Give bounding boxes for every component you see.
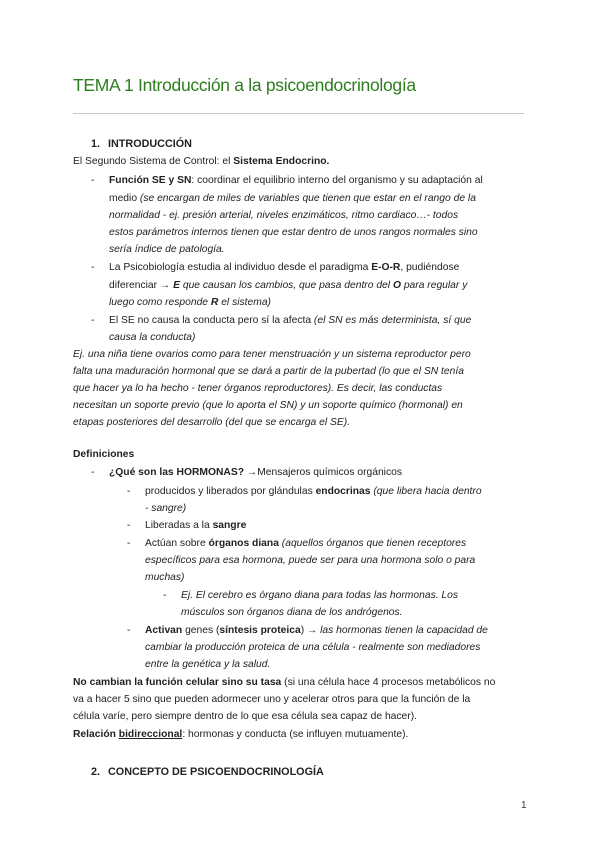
section-title: INTRODUCCIÓN — [108, 138, 192, 150]
bullet-eor-line-1 — [109, 259, 459, 276]
title-divider — [73, 113, 524, 114]
bullet-bold: R — [210, 297, 219, 308]
def-activan-line-1 — [145, 622, 488, 639]
intro-bold: Sistema Endocrino. — [233, 156, 330, 167]
def-italic: (aquellos órganos que tienen receptores — [278, 538, 467, 549]
bullet-dash: - — [91, 315, 95, 326]
bullet-funcion-line-4 — [109, 224, 478, 241]
bullet-italic: luego como responde — [109, 297, 211, 308]
relation-text: : hormonas y conducta (se influyen mutuamente). — [182, 729, 409, 740]
bullet-text: La Psicobiología estudia al individuo desde el paradigma — [109, 262, 372, 273]
def-liberadas — [145, 517, 246, 534]
def-bold: órganos diana — [208, 538, 279, 549]
question-text: →Mensajeros químicos orgánicos — [244, 467, 402, 478]
bullet-italic: (se encargan de miles de variables que tienen que estar en el rango de la — [139, 193, 476, 204]
def-actuan-line-1 — [145, 535, 466, 552]
bullet-eor-line-2 — [109, 277, 467, 294]
bullet-italic: causa la conducta) — [109, 332, 196, 343]
def-italic: Ej. El cerebro es órgano diana para todas las hormonas. Los — [181, 590, 459, 601]
page-number: 1 — [521, 800, 527, 811]
example-text: etapas posteriores del desarrollo (del que se encarga el SE). — [73, 417, 351, 428]
bullet-dash: - — [127, 520, 131, 531]
def-bold: Activan — [145, 625, 183, 636]
def-italic: las hormonas tienen la capacidad de — [320, 625, 488, 636]
bullet-text: , pudiéndose — [400, 262, 460, 273]
example-text: que hacer ya lo ha hecho - tener órganos reproductores). Es decir, las conductas — [73, 383, 443, 394]
def-text: genes ( — [182, 625, 220, 636]
bullet-text: medio — [109, 193, 140, 204]
def-producidos-line-2 — [145, 500, 186, 517]
bullet-italic: (el SN es más determinista, sí que — [313, 315, 472, 326]
def-activan-line-2 — [145, 639, 480, 656]
bullet-bold: O — [392, 280, 401, 291]
def-italic: músculos son órganos diana de los andrógenos. — [181, 607, 403, 618]
section-number: 2. — [91, 766, 101, 778]
bullet-italic: para regular y — [400, 280, 468, 291]
bullet-se-line-1 — [109, 312, 471, 329]
bullet-italic: sería índice de patología. — [109, 244, 225, 255]
definitions-heading — [73, 446, 134, 463]
bullet-dash: - — [91, 175, 95, 186]
bullet-label: Función SE y SN — [109, 175, 192, 186]
bullet-dash: - — [127, 625, 131, 636]
bullet-eor-line-3 — [109, 294, 271, 311]
bullet-text: diferenciar → — [109, 280, 174, 291]
def-bold: sangre — [212, 520, 247, 531]
definitions-heading-text: Definiciones — [73, 449, 135, 460]
def-italic: entre la genética y la salud. — [145, 659, 271, 670]
bullet-funcion-line-1 — [109, 172, 483, 189]
function-line-2 — [73, 691, 470, 708]
def-sub-example-line-1 — [181, 587, 458, 604]
example-line-2 — [73, 363, 464, 380]
bullet-bold: E-O-R — [371, 262, 401, 273]
bullet-funcion-line-3 — [109, 207, 458, 224]
relation-underline: bidireccional — [118, 729, 183, 740]
bullet-dash: - — [127, 538, 131, 549]
section-number: 1. — [91, 138, 101, 150]
intro-text: El Segundo Sistema de Control: el — [73, 156, 234, 167]
page-title: TEMA 1 Introducción a la psicoendocrinología — [73, 75, 416, 95]
bullet-dash: - — [91, 262, 95, 273]
def-actuan-line-2 — [145, 552, 475, 569]
def-italic: específicos para esa hormona, puede ser para una hormona solo o para — [145, 555, 476, 566]
bullet-text: : coordinar el equilibrio interno del organismo y su adaptación al — [191, 175, 483, 186]
bullet-funcion-line-5 — [109, 241, 225, 258]
section-heading-introduccion — [91, 136, 192, 153]
bullet-italic: estos parámetros internos tienen que estar dentro de unos rangos normales sino — [109, 227, 478, 238]
example-text: falta una maduración hormonal que se dará a partir de la pubertad (lo que el SN tenía — [73, 366, 464, 377]
def-activan-line-3 — [145, 656, 270, 673]
function-text: va a hacer 5 sino que pueden adormecer uno y acelerar otros para que la función de la — [73, 694, 471, 705]
bullet-dash: - — [127, 486, 131, 497]
example-line-5 — [73, 414, 350, 431]
function-bold: No cambian la función celular sino su tasa — [73, 677, 282, 688]
example-line-1 — [73, 346, 471, 363]
bullet-italic: que causan los cambios, que pasa dentro del — [179, 280, 393, 291]
def-sub-example-line-2 — [181, 604, 403, 621]
intro-line — [73, 153, 329, 170]
relation-line — [73, 726, 408, 743]
function-line-3 — [73, 708, 417, 725]
function-text: (si una célula hace 4 procesos metabólicos no — [281, 677, 496, 688]
example-line-4 — [73, 397, 463, 414]
def-text: ) → — [300, 625, 321, 636]
bullet-funcion-line-2 — [109, 190, 476, 207]
def-text: Actúan sobre — [145, 538, 209, 549]
bullet-bold: E — [173, 280, 180, 291]
def-producidos-line-1 — [145, 483, 482, 500]
def-bold: endocrinas — [315, 486, 371, 497]
def-actuan-line-3 — [145, 569, 184, 586]
example-text: necesitan un soporte previo (que lo aporta el SN) y un soporte químico (hormonal) en — [73, 400, 463, 411]
function-text: célula varíe, pero siempre dentro de lo que esa célula sea capaz de hacer). — [73, 711, 418, 722]
section-heading-concepto — [91, 764, 324, 781]
def-italic: cambiar la producción proteica de una célula - realmente son mediadores — [145, 642, 481, 653]
function-line-1 — [73, 674, 495, 691]
bullet-italic: el sistema) — [218, 297, 271, 308]
bullet-dash: - — [163, 590, 167, 601]
bullet-se-line-2 — [109, 329, 195, 346]
section-title: CONCEPTO DE PSICOENDOCRINOLOGÍA — [108, 766, 324, 778]
example-text: Ej. una niña tiene ovarios como para tener menstruación y un sistema reproductor pero — [73, 349, 471, 360]
hormonas-question — [109, 464, 402, 481]
def-bold: síntesis proteica — [219, 625, 301, 636]
def-text: Liberadas a la — [145, 520, 213, 531]
relation-bold: Relación — [73, 729, 119, 740]
question-bold: ¿Qué son las HORMONAS? — [109, 467, 245, 478]
bullet-text: El SE no causa la conducta pero sí la afecta — [109, 315, 314, 326]
def-italic: - sangre) — [145, 503, 187, 514]
bullet-italic: normalidad - ej. presión arterial, niveles enzimáticos, ritmo cardiaco…- todos — [109, 210, 459, 221]
def-text: producidos y liberados por glándulas — [145, 486, 316, 497]
bullet-dash: - — [91, 467, 95, 478]
def-italic: muchas) — [145, 572, 185, 583]
example-line-3 — [73, 380, 442, 397]
def-italic: (que libera hacia dentro — [370, 486, 482, 497]
